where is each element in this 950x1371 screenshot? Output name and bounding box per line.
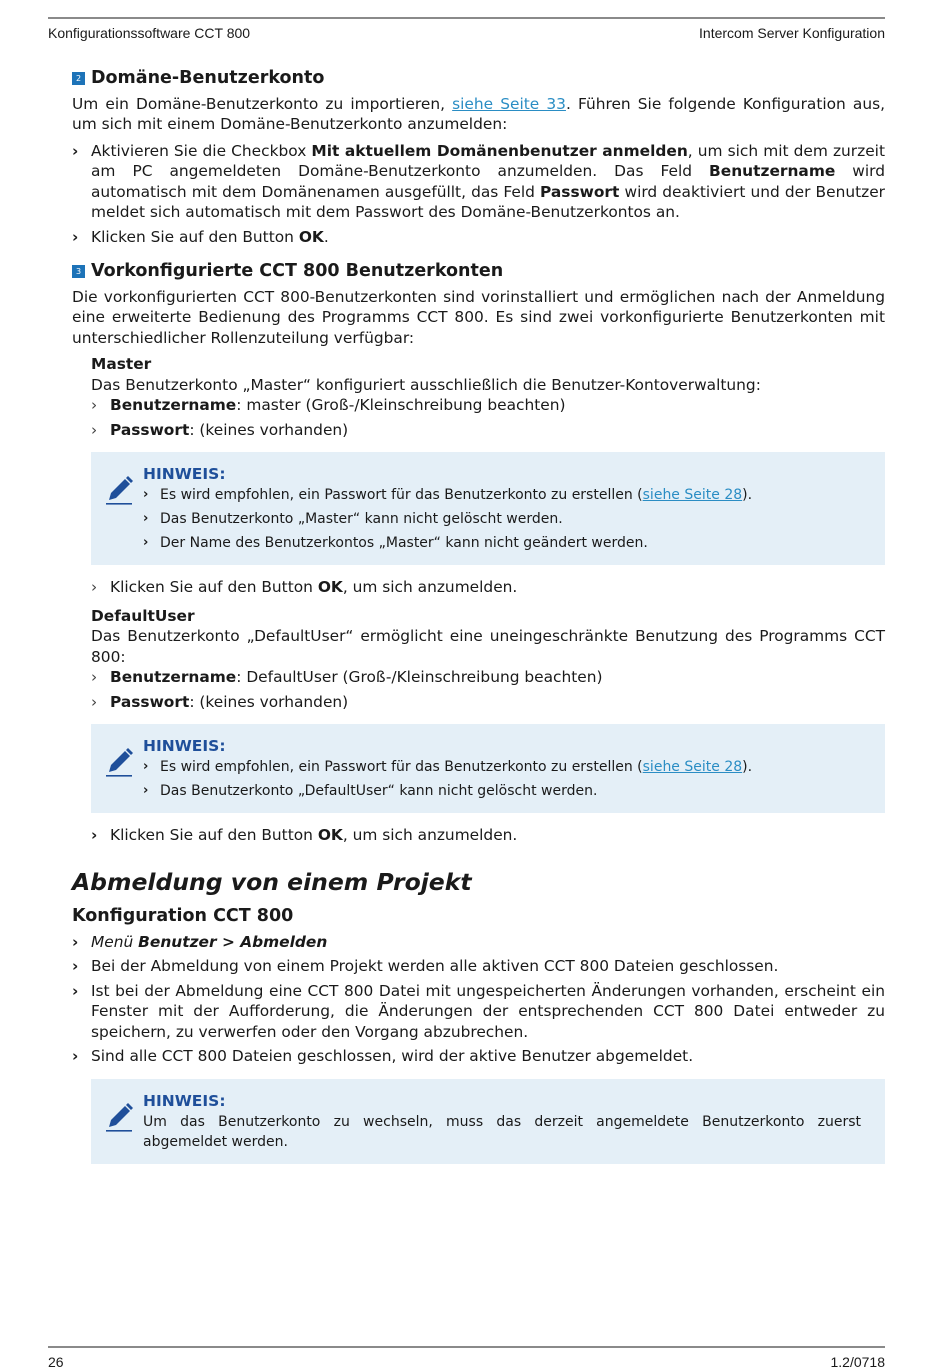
arrow-bullet-icon: › [72,227,79,246]
list-item: › Passwort: (keines vorhanden) [91,692,349,711]
list-item: › Der Name des Benutzerkontos „Master“ kann nicht geändert werden. [143,535,648,551]
arrow-bullet-icon: › [143,783,149,798]
intro-paragraph: Die vorkonfigurierten CCT 800-Benutzerkonten sind vorinstalliert und ermöglichen nach der Anmeldung eine erweiterte Bedienung des Programms CCT 800. Es sind zwei vorkonfigurierte Benutzerkonten mit unterschiedlicher Rollenzuteilung verfügbar: [72,287,885,347]
outline-arrow-icon: › [91,668,98,686]
version-label: 1.2/0718 [830,1354,885,1370]
list-item: › Das Benutzerkonto „Master“ kann nicht gelöscht werden. [143,511,563,527]
intro-paragraph: Um ein Domäne-Benutzerkonto zu importieren, siehe Seite 33. Führen Sie folgende Konfiguration aus, um sich mit einem Domäne-Benutzerkonto anzumelden: [72,94,886,133]
link-page-33[interactable]: siehe Seite 33 [452,94,566,113]
list-item: › Aktivieren Sie die Checkbox Mit aktuellem Domänenbenutzer anmelden, um sich mit dem zurzeit am PC angemeldeten Domäne-Benutzerkonto anzumelden. Das Feld Benutzername wird automatisch mit dem Domänenamen ausgefüllt, das Feld Passwort wird deaktiviert und der Benutzer meldet sich automatisch mit dem Passwort des Domäne-Benutzerkontos an. [72,141,886,221]
action-list [91,577,885,598]
page-header [48,17,885,41]
arrow-bullet-icon: › [72,932,79,951]
note-title: HINWEIS: [143,737,226,755]
arrow-bullet-icon: › [72,981,79,1000]
pen-icon [103,472,135,506]
arrow-bullet-icon: › [72,957,79,975]
logout-list [72,932,885,1067]
page-number: 26 [48,1354,64,1370]
section-title: Vorkonfigurierte CCT 800 Benutzerkonten [91,261,504,281]
note-box [91,452,885,565]
arrow-bullet-icon: › [72,1047,79,1065]
action-list [91,825,885,846]
arrow-bullet-icon: › [72,141,79,160]
header-left: Konfigurationssoftware CCT 800 [48,25,251,41]
page-footer [48,1346,885,1370]
header-right: Intercom Server Konfiguration [699,25,885,41]
list-item: › Klicken Sie auf den Button OK, um sich anzumelden. [91,578,518,596]
step-number-badge: 3 [72,265,85,278]
list-item: › Passwort: (keines vorhanden) [91,420,349,439]
page-content [72,68,885,1176]
link-page-28[interactable]: siehe Seite 28 [642,487,743,503]
section-preconfigured-accounts [72,261,885,846]
instruction-list [72,141,885,248]
pen-icon [103,744,135,778]
account-master [91,354,885,598]
list-item: › Ist bei der Abmeldung eine CCT 800 Datei mit ungespeicherten Änderungen vorhanden, erscheint ein Fenster mit der Aufforderung, die Änderungen der entsprechenden CCT 800 Datei entweder zu speichern, zu verwerfen oder den Vorgang abzubrechen. [72,981,885,1041]
section-heading [72,261,885,282]
note-title: HINWEIS: [143,1091,226,1110]
section-heading [72,68,885,89]
note-list [143,757,875,801]
section-domain-account [72,68,885,247]
outline-arrow-icon: › [91,420,98,439]
arrow-bullet-icon: › [143,511,149,526]
list-item: › Es wird empfohlen, ein Passwort für das Benutzerkonto zu erstellen (siehe Seite 28). [143,759,753,775]
note-text: Um das Benutzerkonto zu wechseln, muss das derzeit angemeldete Benutzerkonto zuerst abgemeldet werden. [143,1113,861,1150]
subsection-title: Konfiguration CCT 800 [72,906,294,926]
list-item: › Menü Benutzer > Abmelden [72,932,328,951]
list-item: › Klicken Sie auf den Button OK, um sich anzumelden. [91,826,518,844]
arrow-bullet-icon: › [143,535,149,550]
account-defaultuser [91,606,885,846]
list-item: › Bei der Abmeldung von einem Projekt werden alle aktiven CCT 800 Dateien geschlossen. [72,957,779,975]
note-box [91,1079,885,1164]
note-title: HINWEIS: [143,465,226,483]
account-label: DefaultUser [91,606,195,625]
arrow-bullet-icon: › [143,487,149,502]
note-box [91,724,885,813]
arrow-bullet-icon: › [143,759,149,774]
step-number-badge: 2 [72,72,85,85]
account-label: Master [91,355,152,373]
pen-icon [103,1099,135,1133]
outline-arrow-icon: › [91,396,98,414]
outline-arrow-icon: › [91,578,98,596]
list-item: › Klicken Sie auf den Button OK. [72,227,329,246]
list-item: › Sind alle CCT 800 Dateien geschlossen, wird der aktive Benutzer abgemeldet. [72,1047,694,1065]
outline-arrow-icon: › [91,692,98,711]
list-item: › Benutzername: master (Groß-/Kleinschreibung beachten) [91,396,566,414]
credentials-list [91,395,885,440]
list-item: › Benutzername: DefaultUser (Groß-/Kleinschreibung beachten) [91,668,603,686]
list-item: › Das Benutzerkonto „DefaultUser“ kann nicht gelöscht werden. [143,783,598,799]
account-description: Das Benutzerkonto „DefaultUser“ ermöglicht eine uneingeschränkte Benutzung des Programms CCT 800: [91,627,885,666]
link-page-28[interactable]: siehe Seite 28 [642,759,743,775]
credentials-list [91,667,885,712]
arrow-bullet-icon: › [91,826,98,844]
section-title: Domäne-Benutzerkonto [91,68,325,88]
account-description: Das Benutzerkonto „Master“ konfiguriert ausschließlich die Benutzer-Kontoverwaltung: [91,375,761,394]
list-item: › Es wird empfohlen, ein Passwort für das Benutzerkonto zu erstellen (siehe Seite 28). [143,487,753,503]
chapter-title: Abmeldung von einem Projekt [72,867,472,896]
note-list [143,485,875,553]
